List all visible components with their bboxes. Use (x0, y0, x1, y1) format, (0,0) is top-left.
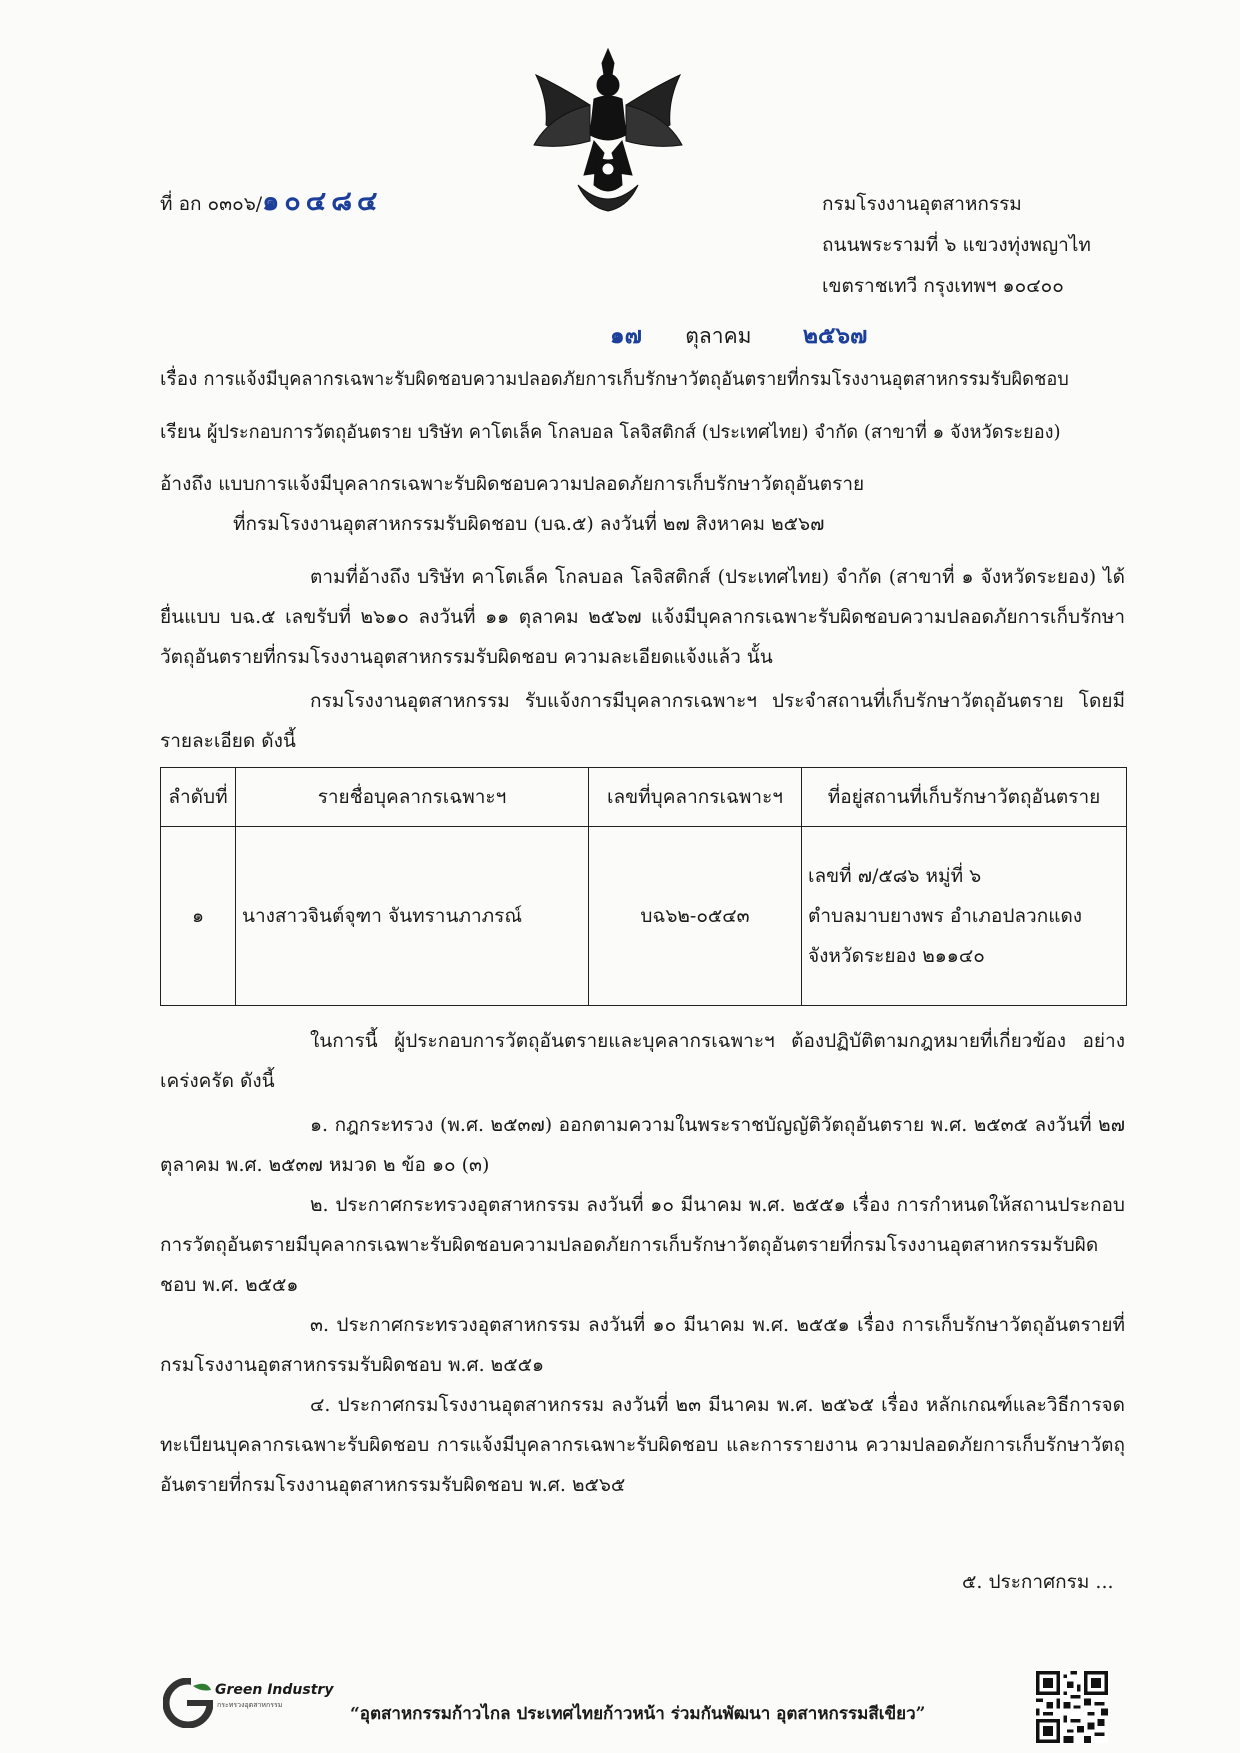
document-number-prefix: ที่ อก ๐๓๐๖/ (160, 193, 263, 215)
table-row (161, 827, 1127, 1006)
subject-text: การแจ้งมีบุคลากรเฉพาะรับผิดชอบความปลอดภัยการเก็บรักษาวัตถุอันตรายที่กรมโรงงานอุตสาหกรรมรับผิดชอบ (203, 369, 1069, 390)
reference-text-1: แบบการแจ้งมีบุคลากรเฉพาะรับผิดชอบความปลอดภัยการเก็บรักษาวัตถุอันตราย (218, 473, 865, 495)
subject-label: เรื่อง (160, 368, 198, 390)
date-year: ๒๕๖๗ (802, 322, 868, 349)
sender-line-2: ถนนพระรามที่ ๖ แขวงทุ่งพญาไท (822, 234, 1091, 256)
recipient-text: ผู้ประกอบการวัตถุอันตราย บริษัท คาโตเล็ค โกลบอล โลจิสติกส์ (ประเทศไทย) จำกัด (สาขาที่ ๑ จังหวัดระยอง) (206, 422, 1061, 443)
reference-line-2: ที่กรมโรงงานอุตสาหกรรมรับผิดชอบ (บฉ.๕) ลงวันที่ ๒๗ สิงหาคม ๒๕๖๗ (233, 513, 825, 535)
paragraph-2-text: กรมโรงงานอุตสาหกรรม รับแจ้งการมีบุคลากรเฉพาะฯ ประจำสถานที่เก็บรักษาวัตถุอันตราย โดยมีรายละเอียด ดังนี้ (160, 690, 1125, 752)
letter-date (610, 322, 867, 350)
paragraph-1 (160, 557, 1125, 677)
paragraph-1-text: ตามที่อ้างถึง บริษัท คาโตเล็ค โกลบอล โลจิสติกส์ (ประเทศไทย) จำกัด (สาขาที่ ๑ จังหวัดระยอง) ได้ยื่นแบบ บฉ.๕ เลขรับที่ ๒๖๑๐ ลงวันที่ ๑๑ ตุลาคม ๒๕๖๗ แจ้งมีบุคลากรเฉพาะรับผิดชอบความปลอดภัยการเก็บรักษาวัตถุอันตรายที่กรมโรงงานอุตสาหกรรมรับผิดชอบ ความละเอียดแจ้งแล้ว นั้น (160, 566, 1125, 668)
date-month: ตุลาคม (685, 324, 752, 348)
address-line-2: ตำบลมาบยางพร อำเภอปลวกแดง (808, 905, 1083, 927)
sender-line-1: กรมโรงงานอุตสาหกรรม (822, 193, 1022, 215)
document-number (160, 188, 383, 218)
subject-line (160, 365, 1069, 394)
header-name: รายชื่อบุคลากรเฉพาะฯ (236, 768, 589, 827)
cell-staff-id: บฉ๖๒-๐๕๔๓ (589, 827, 802, 1006)
green-industry-logo-icon (163, 1678, 213, 1728)
cell-name: นางสาวจินต์จุฑา จันทรานภาภรณ์ (236, 827, 589, 1006)
law-item-4 (160, 1385, 1125, 1505)
document-number-stamp: ๑๐๔๘๔ (262, 186, 383, 217)
recipient-label: เรียน (160, 421, 201, 443)
law-item-2-text: ๒. ประกาศกระทรวงอุตสาหกรรม ลงวันที่ ๑๐ มีนาคม พ.ศ. ๒๕๕๑ เรื่อง การกำหนดให้สถานประกอบการวัตถุอันตรายมีบุคลากรเฉพาะรับผิดชอบความปลอดภัยการเก็บรักษาวัตถุอันตรายที่กรมโรงงานอุตสาหกรรมรับผิดชอบ พ.ศ. ๒๕๕๑ (160, 1194, 1125, 1296)
garuda-emblem-icon (528, 45, 688, 215)
law-item-1-text: ๑. กฎกระทรวง (พ.ศ. ๒๕๓๗) ออกตามความในพระราชบัญญัติวัตถุอันตราย พ.ศ. ๒๕๓๕ ลงวันที่ ๒๗ ตุลาคม พ.ศ. ๒๕๓๗ หมวด ๒ ข้อ ๑๐ (๓) (160, 1114, 1125, 1176)
reference-label: อ้างถึง (160, 473, 213, 495)
reference-line-1 (160, 470, 864, 498)
header-staff-id: เลขที่บุคลากรเฉพาะฯ (589, 768, 802, 827)
paragraph-2 (160, 681, 1125, 761)
paragraph-3-text: ในการนี้ ผู้ประกอบการวัตถุอันตรายและบุคลากรเฉพาะฯ ต้องปฏิบัติตามกฎหมายที่เกี่ยวข้อง อย่างเคร่งครัด ดังนี้ (160, 1030, 1125, 1092)
staff-table (160, 767, 1127, 1006)
continued-marker: ๕. ประกาศกรม ... (962, 1571, 1114, 1593)
cell-order: ๑ (161, 827, 236, 1006)
table-header-row (161, 768, 1127, 827)
header-order: ลำดับที่ (161, 768, 236, 827)
sender-address (822, 184, 1091, 307)
qr-code-icon (1036, 1671, 1108, 1743)
cell-address (802, 827, 1127, 1006)
logo-text: Green Industry (215, 1682, 334, 1698)
address-line-3: จังหวัดระยอง ๒๑๑๔๐ (808, 945, 985, 967)
recipient-line (160, 418, 1061, 447)
law-item-2 (160, 1185, 1125, 1305)
footer-slogan: “อุตสาหกรรมก้าวไกล ประเทศไทยก้าวหน้า ร่วมกันพัฒนา อุตสาหกรรมสีเขียว” (350, 1704, 926, 1724)
logo-subtext: กระทรวงอุตสาหกรรม (217, 1701, 283, 1709)
paragraph-3 (160, 1021, 1125, 1101)
date-day: ๑๗ (610, 322, 642, 349)
address-line-1: เลขที่ ๗/๕๘๖ หมู่ที่ ๖ (808, 865, 982, 887)
law-item-3 (160, 1305, 1125, 1385)
sender-line-3: เขตราชเทวี กรุงเทพฯ ๑๐๔๐๐ (822, 275, 1064, 297)
law-item-1 (160, 1105, 1125, 1185)
header-address: ที่อยู่สถานที่เก็บรักษาวัตถุอันตราย (802, 768, 1127, 827)
law-item-4-text: ๔. ประกาศกรมโรงงานอุตสาหกรรม ลงวันที่ ๒๓ มีนาคม พ.ศ. ๒๕๖๕ เรื่อง หลักเกณฑ์และวิธีการจดทะเบียนบุคลากรเฉพาะรับผิดชอบ การแจ้งมีบุคลากรเฉพาะรับผิดชอบ และการรายงาน ความปลอดภัยการเก็บรักษาวัตถุอันตรายที่กรมโรงงานอุตสาหกรรมรับผิดชอบ พ.ศ. ๒๕๖๕ (160, 1394, 1125, 1496)
law-item-3-text: ๓. ประกาศกระทรวงอุตสาหกรรม ลงวันที่ ๑๐ มีนาคม พ.ศ. ๒๕๕๑ เรื่อง การเก็บรักษาวัตถุอันตรายที่กรมโรงงานอุตสาหกรรมรับผิดชอบ พ.ศ. ๒๕๕๑ (160, 1314, 1125, 1376)
